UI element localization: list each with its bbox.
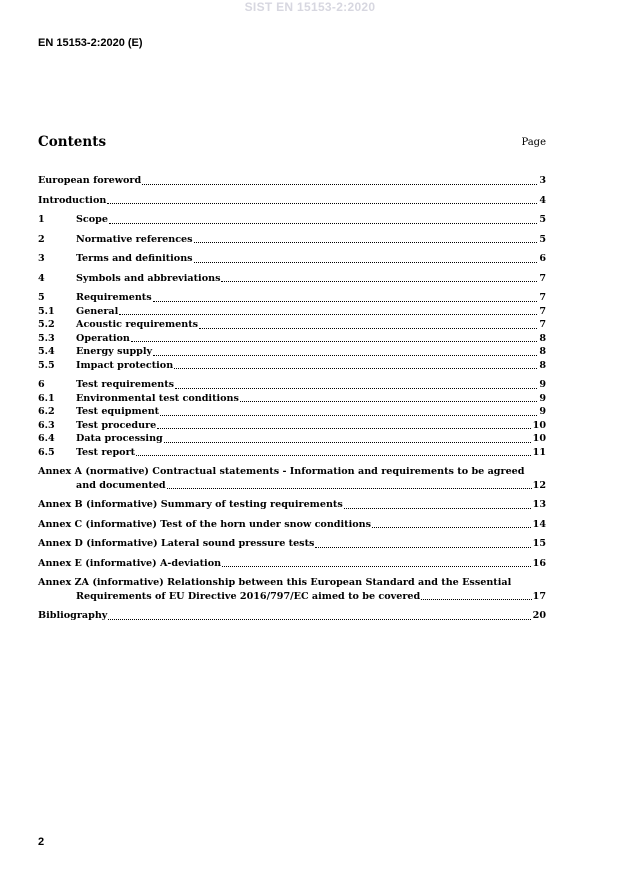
toc-entry-title-continued: Requirements of EU Directive 2016/797/EC aimed to be covered (76, 590, 421, 602)
toc-entry-introduction[interactable] (38, 194, 546, 208)
leader-dots (142, 183, 537, 185)
toc-entry-number: 5.2 (38, 319, 55, 330)
leader-dots (153, 354, 537, 356)
leader-dots (157, 427, 530, 429)
toc-entry-impact-protection[interactable] (38, 359, 546, 373)
toc-entry-annex-e[interactable] (38, 557, 546, 571)
leader-dots (221, 280, 537, 282)
toc-entry-page: 7 (539, 305, 546, 317)
toc-entry-page: 4 (539, 194, 546, 206)
leader-dots (194, 241, 538, 243)
toc-entry-page: 8 (539, 346, 546, 357)
toc-entry-page: 5 (539, 214, 546, 225)
toc-entry-number: 6.4 (38, 433, 55, 444)
toc-entry-title-continued: and documented (76, 479, 166, 491)
toc-entry-title: Operation (76, 332, 130, 344)
toc-entry-number: 6 (38, 379, 45, 390)
toc-entry-number: 5.4 (38, 346, 55, 357)
toc-entry-title: Normative references (76, 233, 193, 245)
toc-entry-number: 4 (38, 272, 45, 284)
toc-entry-annex-d[interactable] (38, 537, 546, 551)
document-id: EN 15153-2:2020 (E) (38, 37, 143, 49)
toc-entry-number: 5.3 (38, 332, 55, 344)
toc-entry-page: 17 (532, 590, 546, 602)
toc-entry-page: 9 (539, 406, 546, 417)
toc-entry-page: 16 (532, 557, 546, 569)
leader-dots (240, 400, 537, 402)
toc-entry-scope[interactable] (38, 213, 546, 227)
toc-entry-title: Test procedure (76, 419, 157, 431)
leader-dots (164, 441, 531, 443)
toc-entry-title: Annex A (normative) Contractual statements - Information and requirements to be agreed (38, 466, 525, 477)
page-column-label: Page (521, 137, 546, 148)
toc-entry-number: 5 (38, 292, 45, 303)
watermark: SIST EN 15153-2:2020 (244, 0, 376, 14)
toc-entry-general[interactable] (38, 305, 546, 319)
toc-entry-page: 6 (539, 253, 546, 264)
toc-entry-annex-za[interactable] (38, 576, 546, 603)
toc-entry-title: Environmental test conditions (76, 392, 239, 404)
toc-entry-number: 3 (38, 253, 45, 264)
leader-dots (199, 327, 537, 329)
toc-entry-number: 2 (38, 233, 45, 245)
leader-dots (167, 487, 532, 489)
toc-entry-title: Scope (76, 214, 108, 225)
toc-entry-symbols-and-abbreviations[interactable] (38, 272, 546, 286)
toc-entry-number: 5.1 (38, 305, 55, 317)
toc-entry-title: Annex B (informative) Summary of testing requirements (38, 499, 343, 510)
toc-entry-annex-b[interactable] (38, 498, 546, 512)
leader-dots (175, 387, 537, 389)
toc-entry-terms-and-definitions[interactable] (38, 252, 546, 266)
toc-entry-normative-references[interactable] (38, 233, 546, 247)
toc-entry-title: Energy supply (76, 346, 153, 357)
toc-entry-test-procedure[interactable] (38, 419, 546, 433)
leader-dots (421, 598, 531, 600)
toc-entry-annex-a[interactable] (38, 465, 546, 492)
leader-dots (315, 546, 530, 548)
toc-entry-page: 20 (532, 610, 546, 621)
toc-entry-page: 9 (539, 379, 546, 390)
toc-entry-test-requirements[interactable] (38, 378, 546, 392)
toc-entry-title: Introduction (38, 194, 107, 206)
toc-entry-number: 6.2 (38, 406, 55, 417)
toc-entry-page: 8 (539, 332, 546, 344)
toc-entry-page: 15 (532, 538, 546, 549)
leader-dots (344, 507, 531, 509)
toc-entry-requirements[interactable] (38, 291, 546, 305)
leader-dots (109, 222, 537, 224)
toc-entry-energy-supply[interactable] (38, 345, 546, 359)
toc-entry-operation[interactable] (38, 332, 546, 346)
toc-entry-test-equipment[interactable] (38, 405, 546, 419)
toc-entry-title: Annex ZA (informative) Relationship between this European Standard and the Essential (38, 577, 512, 588)
toc-entry-page: 14 (532, 518, 546, 530)
toc-entry-title: Test report (76, 446, 136, 458)
toc-entry-bibliography[interactable] (38, 609, 546, 623)
toc-entry-page: 12 (532, 479, 546, 491)
toc-entry-title: Terms and definitions (76, 253, 193, 264)
toc-entry-title: Bibliography (38, 610, 108, 621)
toc-entry-title: Impact protection (76, 359, 174, 371)
toc-entry-environmental-test-conditions[interactable] (38, 392, 546, 406)
toc-entry-title: Data processing (76, 433, 163, 444)
toc-entry-title: Requirements (76, 292, 152, 303)
leader-dots (174, 367, 537, 369)
leader-dots (153, 300, 538, 302)
toc-entry-european-foreword[interactable] (38, 174, 546, 188)
toc-entry-page: 7 (539, 272, 546, 284)
toc-entry-title: Annex E (informative) A-deviation (38, 557, 222, 569)
contents-title: Contents (38, 134, 107, 150)
toc-entry-title: Test equipment (76, 406, 160, 417)
toc-entry-page: 8 (539, 359, 546, 371)
toc-entry-page: 5 (539, 233, 546, 245)
toc-entry-page: 9 (539, 392, 546, 404)
toc-entry-page: 7 (539, 319, 546, 330)
toc-entry-number: 6.1 (38, 392, 55, 404)
toc-entry-number: 1 (38, 214, 45, 225)
leader-dots (107, 202, 537, 204)
toc-entry-title: Annex D (informative) Lateral sound pressure tests (38, 538, 315, 549)
table-of-contents (38, 174, 546, 623)
leader-dots (194, 261, 538, 263)
page-number: 2 (38, 836, 45, 848)
toc-entry-page: 10 (532, 419, 546, 431)
toc-entry-title: Symbols and abbreviations (76, 272, 221, 284)
leader-dots (160, 414, 537, 416)
toc-entry-annex-c[interactable] (38, 518, 546, 532)
toc-entry-title: Test requirements (76, 379, 175, 390)
toc-entry-number: 5.5 (38, 359, 55, 371)
toc-entry-data-processing[interactable] (38, 432, 546, 446)
toc-entry-number: 6.5 (38, 446, 55, 458)
toc-entry-number: 6.3 (38, 419, 55, 431)
toc-entry-test-report[interactable] (38, 446, 546, 460)
toc-entry-acoustic-requirements[interactable] (38, 318, 546, 332)
leader-dots (119, 313, 537, 315)
toc-entry-title: Annex C (informative) Test of the horn under snow conditions (38, 518, 371, 530)
toc-entry-page: 7 (539, 292, 546, 303)
leader-dots (372, 526, 531, 528)
leader-dots (222, 565, 531, 567)
toc-entry-page: 13 (532, 499, 546, 510)
toc-entry-page: 11 (532, 446, 546, 458)
toc-entry-title: Acoustic requirements (76, 319, 199, 330)
toc-entry-page: 10 (532, 433, 546, 444)
leader-dots (136, 454, 531, 456)
toc-entry-title: General (76, 305, 119, 317)
leader-dots (108, 618, 530, 620)
toc-entry-title: European foreword (38, 175, 142, 186)
toc-entry-page: 3 (539, 175, 546, 186)
leader-dots (131, 340, 537, 342)
